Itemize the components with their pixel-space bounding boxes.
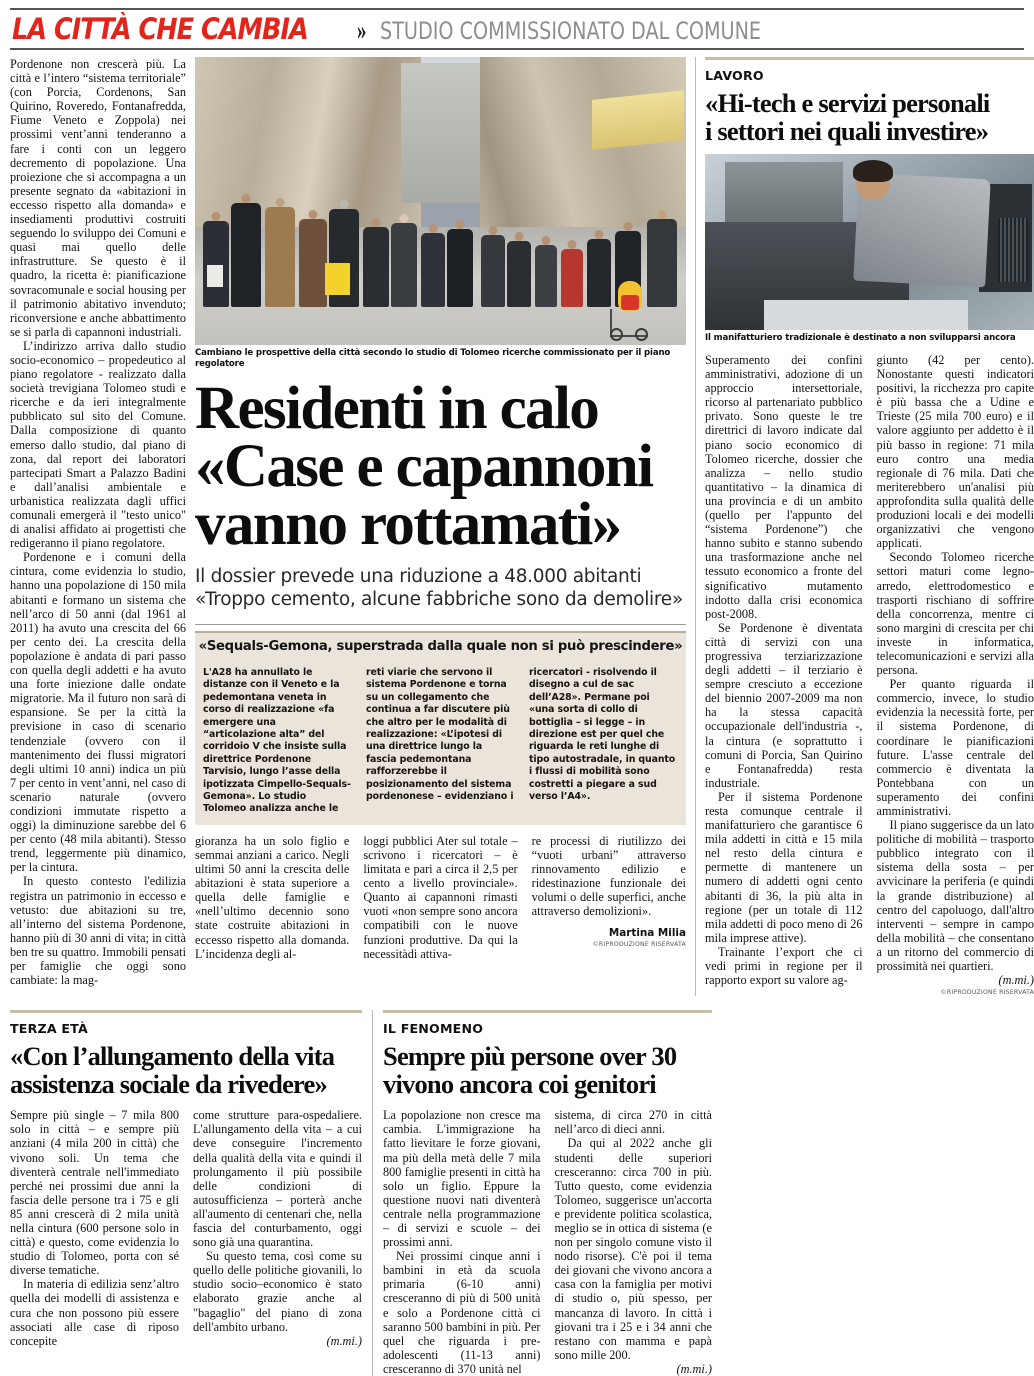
terza-eta-col-1 [10, 1108, 179, 1348]
paragraph: Pordenone non crescerà più. La città e l’intero “sistema territoriale” (con Porcia, Cordenons, San Quirino, Roveredo, Fontanafredda, Fiume Veneto e Zoppola) nei prossimi vent’anni tenderanno a fare i conti con un leggero decremento di popolazione. Una proiezione che si accompagna a un presente segnato da «abitazioni in eccesso rispetto alla domanda» e insediamenti produttivi costruiti seguendo lo sviluppo dei Comuni e quasi mai quello delle infrastrutture. Se questo è il quadro, la ricetta è: pianificazione sovracomunale e social housing per il patrimonio abitativo invenduto; riconversione e anche abbattimento se si parla di capannoni industriali. [10, 57, 186, 339]
photo-workbench [764, 300, 968, 330]
paragraph: Sempre più single – 7 mila 800 solo in città – e sempre più anziani (4 mila 200 in città) che vivono soli. Un tema che diventerà centrale nell'immediato perché nei prossimi due anni la fascia delle persone tra i 75 e gli 85 anni crescerà di 2 mila unità nella cintura (600 persone solo in città) e questo, come evidenzia lo studio di Tolomeo, porta con sé diverse tematiche. [10, 1108, 179, 1277]
masthead [10, 10, 1024, 48]
paragraph: sistema, di circa 270 in città nell’arco di dieci anni. [555, 1108, 713, 1136]
factory-worker-photo [705, 154, 1034, 330]
left-column-body [10, 57, 186, 987]
paragraph: giunto (42 per cento). Nonostante questi indicatori positivi, la ricchezza pro capite è più bassa che a Udine e Trieste (25 mila 700 euro) e il valore aggiunto per addetto è il più basso in regione: 71 mila euro contro una media regionale di 76 mila. Dati che meriterebbero un'analisi più approfondita sulla qualità delle produzioni locali e dei modelli organizzativi che vengono applicati. [877, 353, 1034, 550]
photo-stroller [610, 309, 648, 337]
photo-crowd [195, 177, 686, 307]
sequals-col-3 [529, 667, 678, 816]
kicker-lavoro: LAVORO [705, 60, 1034, 85]
paragraph: come strutture para-ospedaliere. L'allungamento della vita – a cui deve conseguire l'incremento della qualità della vita e quindi il prolungamento il più possibile delle condizioni di autosufficienza – porterà anche all'aumento di centenari che, nella fascia del conturbamento, oggi sono già una quarantina. [193, 1108, 362, 1249]
street-scene-photo [195, 57, 686, 345]
il-fenomeno-headline-line-2: vivono ancora coi genitori [383, 1070, 712, 1098]
continuation-col-3 [532, 834, 686, 961]
kicker-terza-eta: TERZA ETÀ [10, 1013, 362, 1038]
lavoro-headline-line-1: «Hi-tech e servizi personali [705, 89, 1034, 117]
terza-eta-body-columns [10, 1108, 362, 1348]
main-headline [195, 380, 686, 554]
terza-eta-signature: (m.mi.) [326, 1334, 362, 1348]
terza-eta-headline [10, 1042, 362, 1098]
chevron-double-right-icon: » [357, 17, 366, 44]
photo-white-bag [207, 265, 223, 287]
paragraph: Trainante l’export che ci vedi primi in regione per il rapporto export su valore ag- [705, 945, 863, 987]
paragraph: In materia di edilizia senz’altro quella dei modelli di assistenza e cura che non possono più essere associati alle case di riposo concepite [10, 1277, 179, 1347]
main-grid [10, 57, 1024, 996]
paragraph: La popolazione non cresce ma cambia. L'immigrazione ha fatto lievitare le forze giovani, ma più della metà delle 7 mila 800 famiglie presenti in città ha solo un figlio. Eppure la questione nuovi nati diventerà centrale nella programmazione – di servizi e scuole – dei prossimi anni. [383, 1108, 541, 1249]
sequals-box-title: «Sequals-Gemona, superstrada dalla quale non si può prescindere» [195, 631, 686, 660]
terza-eta-headline-line-1: «Con l’allungamento della vita [10, 1042, 362, 1070]
newspaper-page [0, 8, 1034, 1311]
photo-yellow-bag [325, 263, 350, 295]
il-fenomeno-col-1 [383, 1108, 541, 1376]
il-fenomeno-body-columns [383, 1108, 712, 1376]
lavoro-body-columns [705, 353, 1034, 996]
paragraph: L'A28 ha annullato le distanze con il Veneto e la pedemontana veneta in corso di realizzazione «fa emergere una “articolazione alta” del corridoio V che insiste sulla direttrice Pordenone Tarvisio, lungo l’asse della ipotizzata Cimpello-Sequals-Gemona». Lo studio Tolomeo analizza anche le [203, 667, 352, 816]
left-column [10, 57, 186, 996]
terza-eta-headline-line-2: assistenza sociale da rivedere» [10, 1070, 362, 1098]
paragraph: Superamento dei confini amministrativi, adozione di un approccio intersettoriale, ricorso al partenariato pubblico privato. Sono queste le tre direttrici di lavoro indicate dal piano socio economico di Tolomeo ricerche, dossier che analizza – nello studio quantitativo – la dinamica di una provincia e di un ambito (quello per l'appunto del “sistema Pordenone”) che hanno subito e stanno subendo una trasformazione anche nel tessuto economico a fronte del significativo mutamento indotto dalla crisi economica post-2008. [705, 353, 863, 621]
paragraph: Per il sistema Pordenone resta comunque centrale il manifatturiero che garantisce 6 mila addetti in città e 15 mila nel resto della cintura e permette di mantenere un numero di addetti ogni cento abitanti di 36, la più alta in regione (per un totale di 112 mila addetti di poco meno di 26 mila imprese attive). [705, 790, 863, 945]
paragraph: ricercatori - risolvendo il disegno a cul de sac dell’A28». Permane poi «una sorta di collo di bottiglia – si legge – in direzione est per quel che riguarda le reti lunghe di tipo autostradale, in quanto i flussi di mobilità sono costretti a piegare a sud verso l’A4». [529, 667, 678, 803]
subhead-line-2: «Troppo cemento, alcune fabbriche sono da demolire» [195, 588, 686, 611]
sequals-col-1 [203, 667, 352, 816]
sequals-col-2 [366, 667, 515, 816]
il-fenomeno-section [372, 1010, 712, 1376]
masthead-title: LA CITTÀ CHE CAMBIA [12, 15, 308, 44]
factory-photo-caption: Il manifatturiero tradizionale è destinato a non svilupparsi ancora [705, 330, 1034, 344]
continuation-col-2 [363, 834, 517, 961]
lavoro-headline [705, 89, 1034, 145]
paragraph: loggi pubblici Ater sul totale – scrivono i ricercatori – è limitata e pari a circa il 2,5 per cento a livello provinciale». Quanto ai capannoni rimasti vuoti «non sempre sono ancora compatibili con le nuove funzioni produttive. Da qui la necessitàdi attiva- [363, 834, 517, 961]
terza-eta-col-2 [193, 1108, 362, 1348]
continuation-columns [195, 834, 686, 961]
photo-awning [592, 90, 684, 150]
sequals-box-rule [195, 624, 686, 625]
photo-cables [998, 218, 1028, 282]
paragraph: Il piano suggerisce da un lato politiche di mobilità – trasporto pubblico integrato con il sistema della sosta – per avvicinare la periferia (e quindi la grande distribuzione) al centro del capoluogo, dall'altro interventi – sempre in campo della mobilità – che consentano a un ritorno del commercio di prossimità nei quartieri. [877, 818, 1034, 973]
il-fenomeno-headline [383, 1042, 712, 1098]
headline-line-2: «Case e capannoni [195, 438, 686, 496]
lavoro-col-2 [877, 353, 1034, 996]
terza-eta-section [10, 1010, 362, 1376]
subhead-line-1: Il dossier prevede una riduzione a 48.000 abitanti [195, 565, 686, 588]
paragraph: Su questo tema, così come su quello delle politiche giovanili, lo studio socio–economico è stato elaborato grazie anche al "bagaglio" del piano di zona dell'ambito urbano. [193, 1249, 362, 1334]
paragraph: gioranza ha un solo figlio e semmai anziani a carico. Negli ultimi 50 anni la crescita delle abitazioni è stata superiore a quella delle famiglie e «nell’ultimo decennio sono state costruite abitazioni in eccesso rispetto alla domanda. L’incidenza degli al- [195, 834, 349, 961]
main-subhead [195, 565, 686, 611]
il-fenomeno-signature: (m.mi.) [676, 1362, 712, 1376]
masthead-kicker: STUDIO COMMISSIONATO DAL COMUNE [380, 19, 761, 43]
bottom-band [10, 1010, 1024, 1376]
paragraph: reti viarie che servono il sistema Pordenone e torna su un collegamento che continua a far discutere più che altro per le modalità di realizzazione: «L’ipotesi di una direttrice lungo la fascia pedemontana rafforzerebbe il posizionamento del sistema pordenonese – evidenziano i [366, 667, 515, 803]
copyright-notice: ©RIPRODUZIONE RISERVATA [532, 941, 686, 948]
paragraph: Nei prossimi cinque anni i bambini in età da scuola primaria (6-10 anni) cresceranno di più di 500 unità e solo a Pordenone città ci saranno 500 bambini in più. Per quel che riguarda i pre-adolescenti (11-13 anni) cresceranno di 370 unità nel [383, 1249, 541, 1376]
lavoro-signature: (m.mi.) [998, 973, 1034, 987]
photo-worker-hair [853, 160, 893, 182]
paragraph: Da qui al 2022 anche gli studenti delle superiori cresceranno: circa 700 in più. Tutto questo, come evidenzia Tolomeo, suggerisce un'accorta e previdente politica scolastica, meglio se in ottica di sistema (e non per singolo comune visto il nodo risorse). C'è poi il tema dei giovani che vivono ancora a casa con la famiglia per motivi di studio o, più spesso, per mancanza di lavoro. In città i giovani tra i 25 e i 34 anni che restano con mamma e papà sono mille 200. [555, 1136, 713, 1362]
paragraph: Per quanto riguarda il commercio, invece, lo studio evidenzia la necessità forte, per il sistema Pordenone, di coordinare le pianificazioni future. L'asse centrale del commercio è diventata la Pontebbana con un superamento dei confini amministrativi. [877, 677, 1034, 818]
paragraph: re processi di riutilizzo dei “vuoti urbani” attraverso rinnovamento edilizio e ridestinazione funzionale dei volumi o delle superfici, anche attraverso demolizioni». [532, 834, 686, 919]
headline-line-1: Residenti in calo [195, 380, 686, 438]
headline-line-3: vanno rottamati» [195, 496, 686, 554]
il-fenomeno-col-2 [555, 1108, 713, 1376]
street-photo-caption: Cambiano le prospettive della città secondo lo studio di Tolomeo ricerche commissionato per il piano regolatore [195, 345, 686, 370]
paragraph: Pordenone e i comuni della cintura, come evidenzia lo studio, hanno una popolazione di 150 mila abitanti e formano un sistema che nell’arco di 50 anni (dal 1961 al 2011) ha avuto una crescita del 66 per cento dei. La crescita della popolazione è andata di pari passo con quella degli addetti e ha avuto una forte iniezione dalle ondate migratorie. Ma il futuro non sarà di espansione. Se per la città la previsione in caso di scenario tendenziale (ovvero con il mantenimento dei flussi migratori degli ultimi 10 anni) indica un più 7 per cento in vent’anni, nel caso di scenario naturale (ovvero condizioni immutate rispetto a oggi) la diminuzione sarebbe del 6 per cento (48 mila abitanti). Stesso trend, leggermente più dinamico, per la cintura. [10, 550, 186, 874]
masthead-bottom-rule [10, 48, 1024, 50]
lavoro-headline-line-2: i settori nei quali investire» [705, 117, 1034, 145]
kicker-il-fenomeno: IL FENOMENO [383, 1013, 712, 1038]
il-fenomeno-headline-line-1: Sempre più persone over 30 [383, 1042, 712, 1070]
article-byline: Martina Milia [532, 927, 686, 939]
right-column [695, 57, 1034, 996]
photo-winnie-toy [618, 281, 642, 311]
paragraph: Se Pordenone è diventata città di servizi con una progressiva terziarizzazione degli addetti – il terziario è sempre cresciuto a eccezione del biennio 2007-2009 ma non ha la stessa capacità occupazionale dell'industria -, la cintura (e soprattutto i comuni di Porcia, San Quirino e Fontanafredda) resta industriale. [705, 621, 863, 790]
continuation-col-1 [195, 834, 349, 961]
center-column [186, 57, 686, 996]
paragraph: In questo contesto l'edilizia registra un patrimonio in eccesso e vetusto: due abitazioni su tre, all’interno del sistema Pordenone, hanno più di 30 anni di vita; in città ben tre su quattro. Immobili pensati per famiglie che oggi sono cambiate: la mag- [10, 874, 186, 987]
sequals-box [195, 631, 686, 825]
sequals-box-columns [195, 660, 686, 825]
paragraph: L’indirizzo arriva dallo studio socio-economico – propedeutico al piano regolatore - realizzato dalla società trevigiana Tolomeo studi e ricerche e da ieri integralmente pubblicato sul sito del Comune. Dalla composizione di quanto emerso dallo studio, dal piano di zona, dal report dei laboratori partecipati Smart a Palazzo Badini e dall’analisi ambientale e urbanistica realizzata dagli uffici comunali emergerà il "testo unico" di analisi affidato ai progettisti che redigeranno il piano regolatore. [10, 339, 186, 550]
paragraph: Secondo Tolomeo ricerche settori maturi come legno-arredo, elettrodomestico e trasporti rischiano di soffrire della concorrenza, mentre ci sono margini di crescita per chi investe in informatica, telecomunicazioni e servizi alla persona. [877, 550, 1034, 677]
lavoro-col-1 [705, 353, 863, 996]
copyright-notice: ©RIPRODUZIONE RISERVATA [877, 989, 1034, 996]
